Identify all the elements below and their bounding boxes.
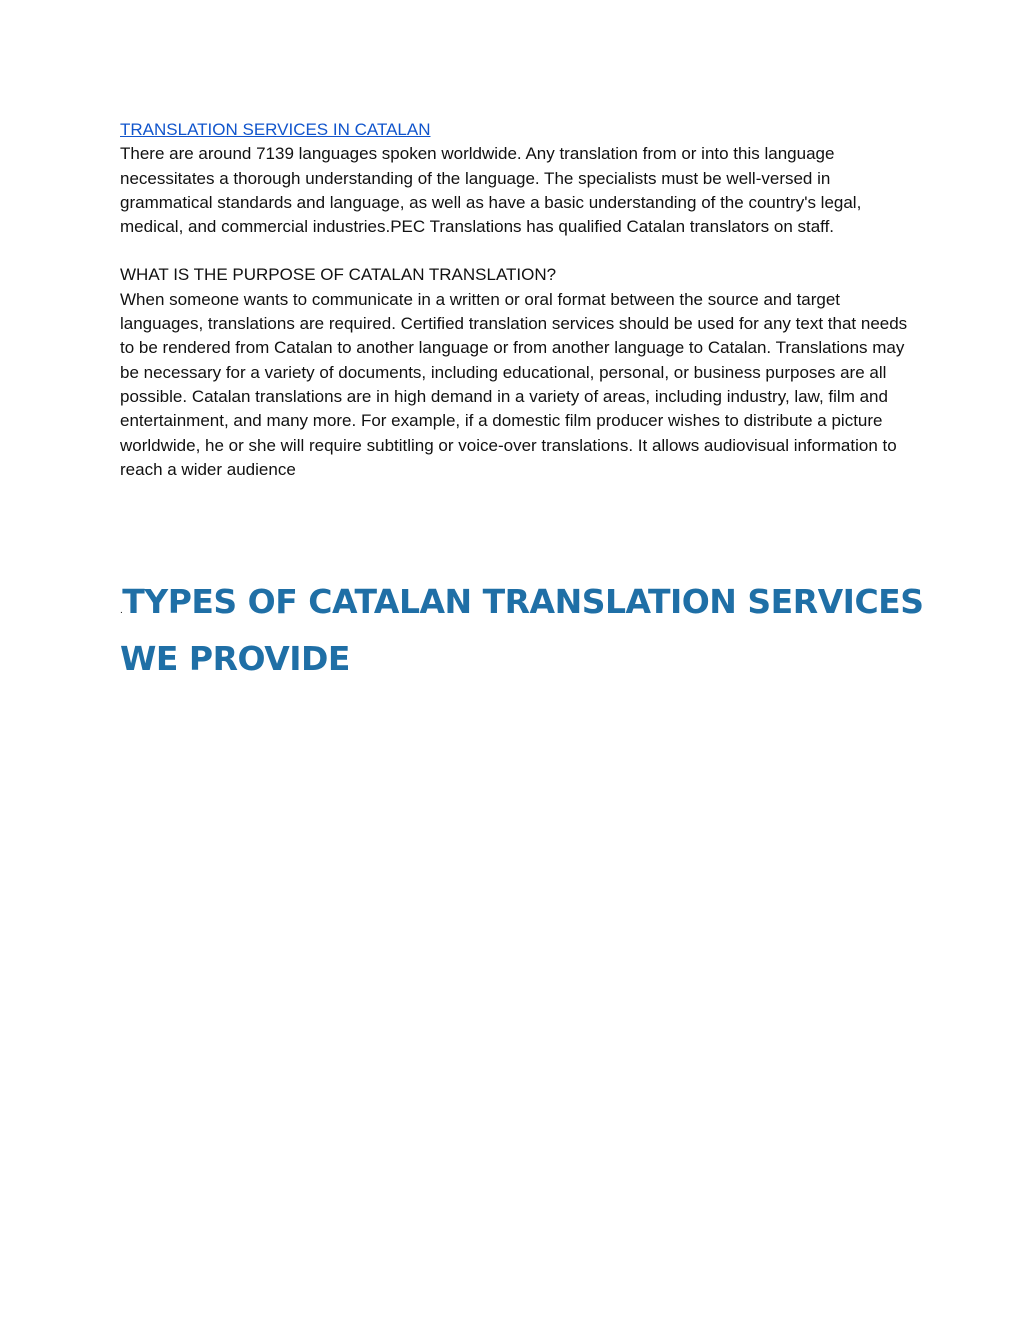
heading-dot: . [120,605,123,617]
purpose-heading: WHAT IS THE PURPOSE OF CATALAN TRANSLATION? [120,265,557,285]
intro-paragraph: There are around 7139 languages spoken worldwide. Any translation from or into this language necessitates a thorough understanding of the language. The specialists must be well-versed in grammatical standards and language, as well as have a basic understanding of the country's legal, medical, and commercial industries.PEC Translations has qualified Catalan translators on staff. [120,144,862,237]
catalan-services-link[interactable]: TRANSLATION SERVICES IN CATALAN [120,120,431,139]
types-heading [120,578,940,683]
document-body [120,118,910,482]
paragraph-spacer [120,239,910,263]
purpose-paragraph: When someone wants to communicate in a written or oral format between the source and target languages, translations are required. Certified translation services should be used for any text that needs to be rendered from Catalan to another language or from another language to Catalan. Translations may be necessary for a variety of documents, including educational, personal, or business purposes are all possible. Catalan translations are in high demand in a variety of areas, including industry, law, film and entertainment, and many more. For example, if a domestic film producer wishes to distribute a picture worldwide, he or she will require subtitling or voice-over translations. It allows audiovisual information to reach a wider audience [120,289,908,479]
types-heading-text: TYPES OF CATALAN TRANSLATION SERVICES WE PROVIDE [120,582,924,679]
